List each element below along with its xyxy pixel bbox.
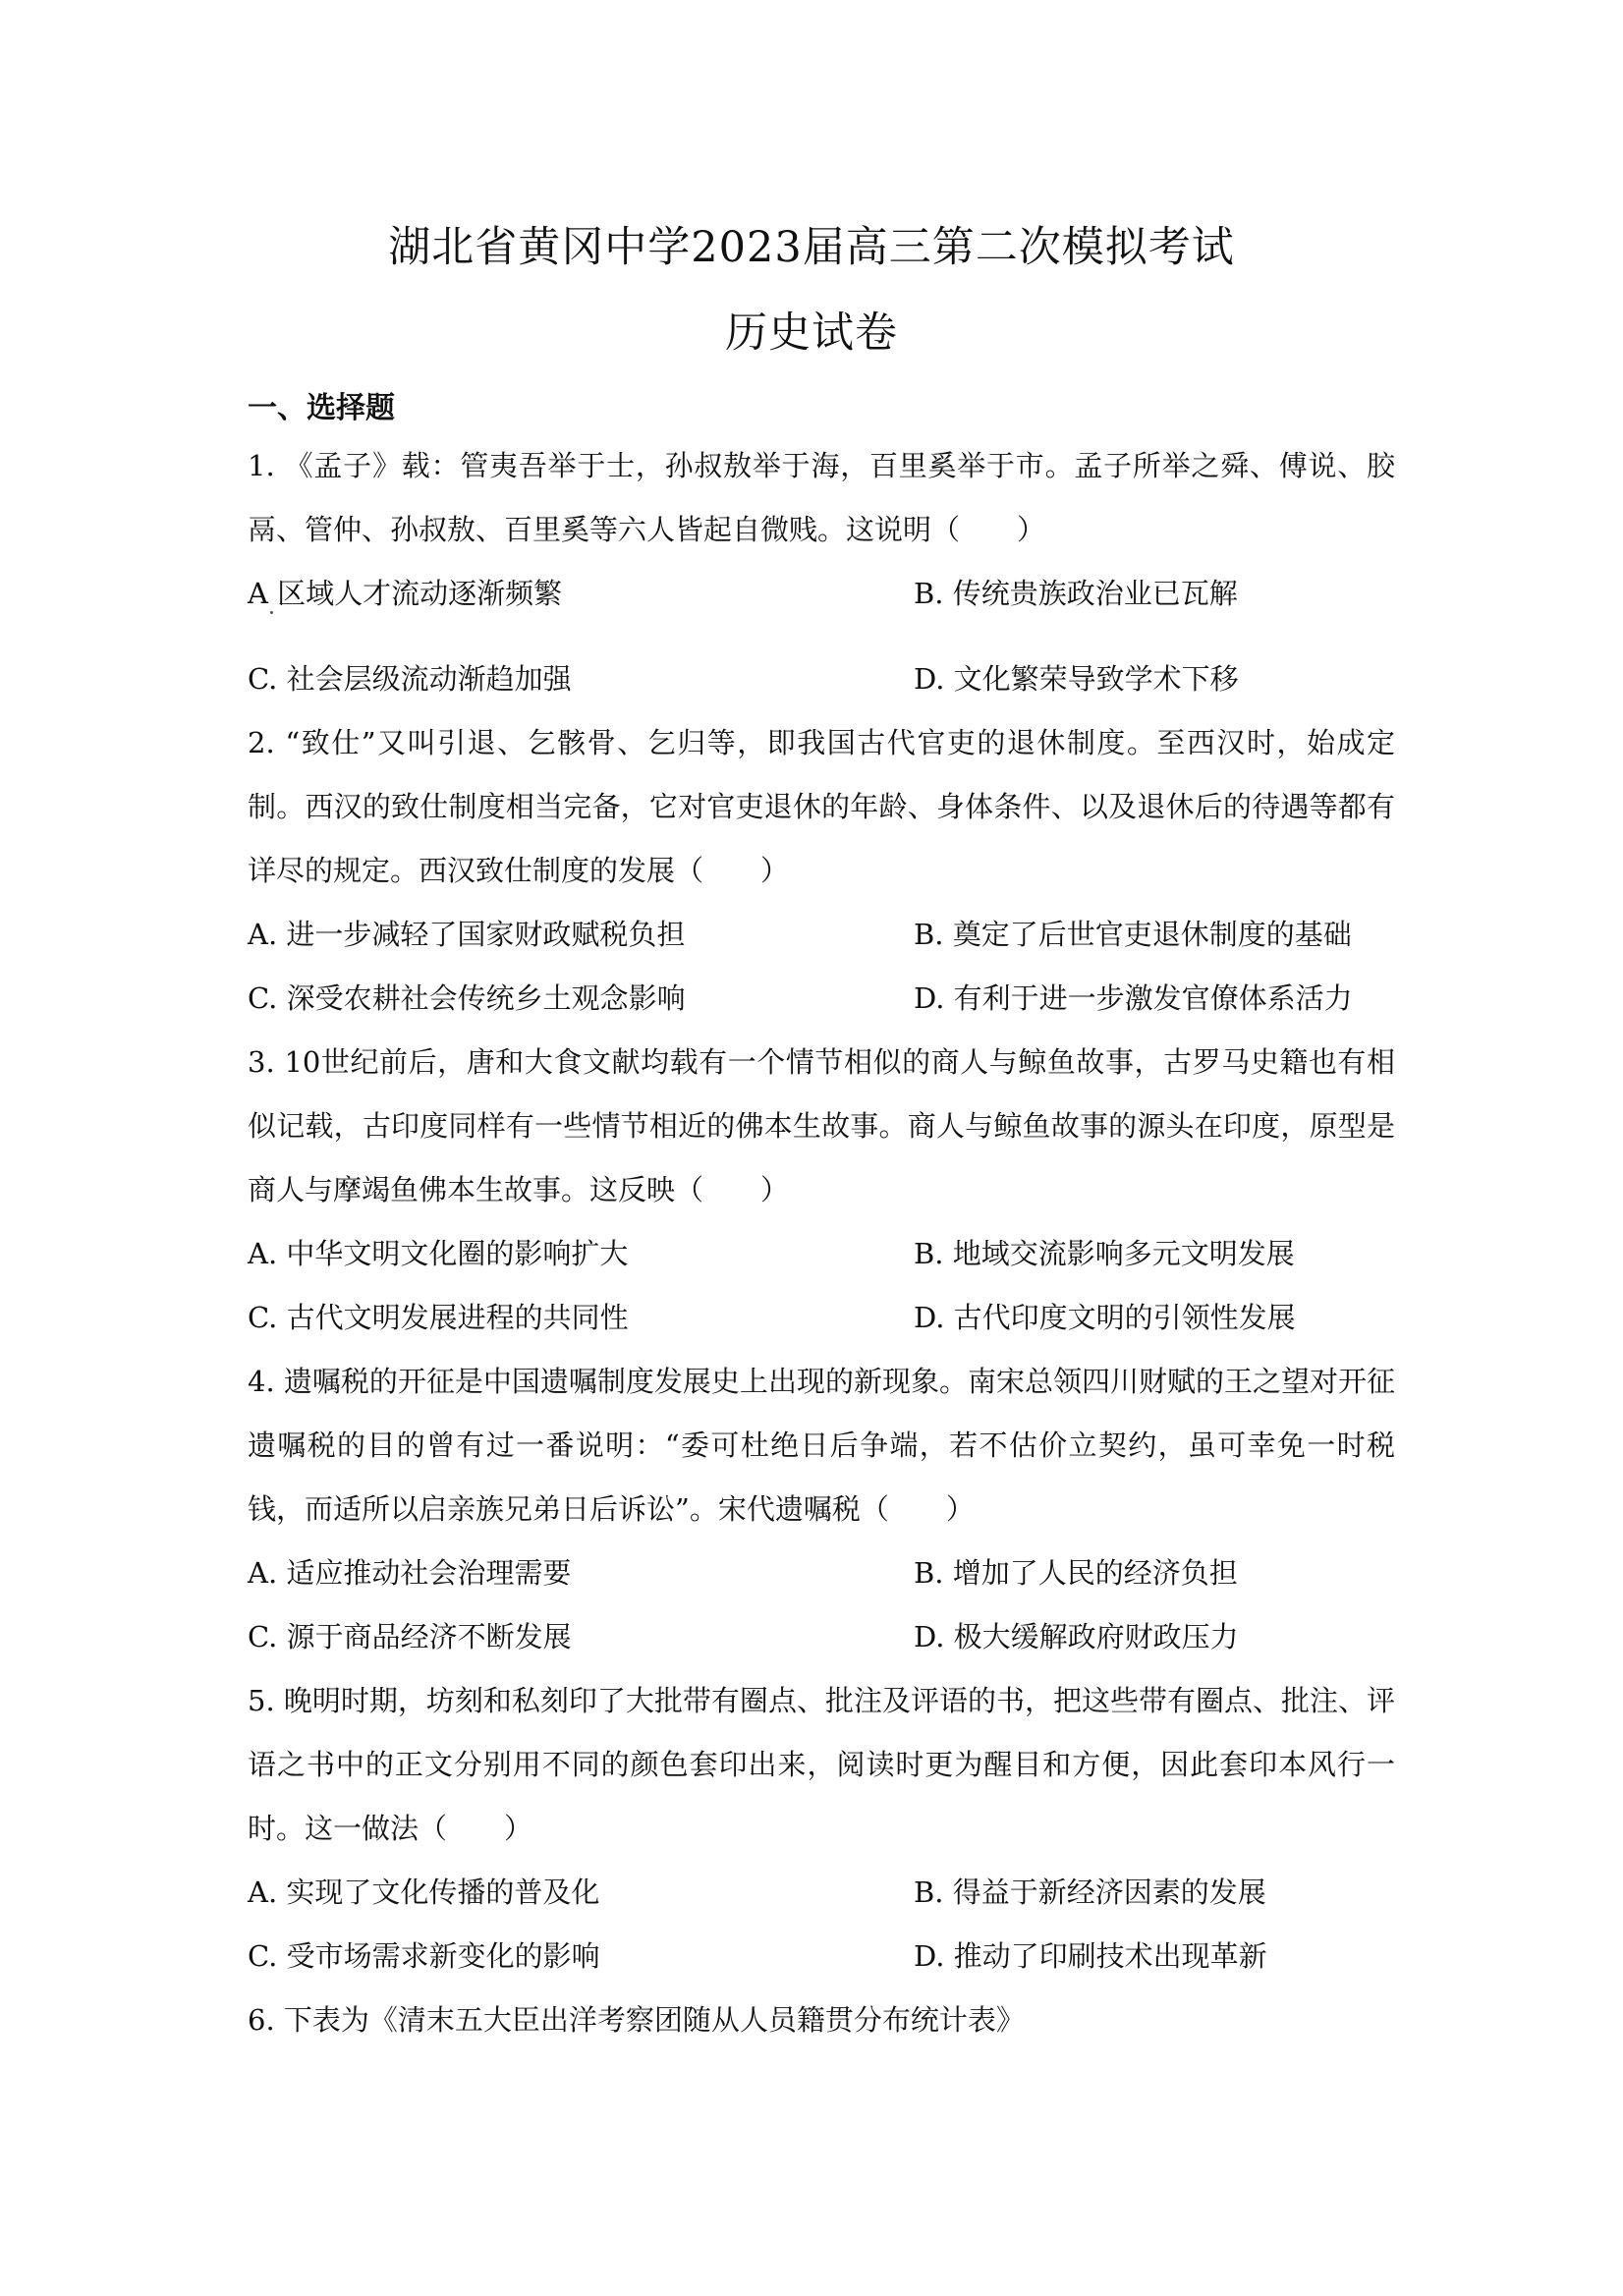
question-1-stem: 1. 《孟子》载：管夷吾举于士，孙叔敖举于海，百里奚举于市。孟子所举之舜、傅说、胶鬲、管仲、孙叔敖、百里奚等六人皆起自微贱。这说明（ ）: [248, 449, 1395, 546]
question-3-stem: 3. 10世纪前后，唐和大食文献均载有一个情节相似的商人与鲸鱼故事，古罗马史籍也有相似记载，古印度同样有一些情节相近的佛本生故事。商人与鲸鱼故事的源头在印度，原型是商人与摩竭鱼佛本生故事。这反映（ ）: [248, 1045, 1395, 1206]
question-3-option-d: D. 古代印度文明的引领性发展: [914, 1301, 1296, 1334]
question-3-options-row-2: [248, 1286, 1395, 1350]
question-5-options-row-2: [248, 1925, 1395, 1988]
question-2-option-c: C. 深受农耕社会传统乡土观念影响: [248, 981, 686, 1015]
stray-dot-mark: [270, 611, 273, 614]
question-5-option-d: D. 推动了印刷技术出现革新: [914, 1939, 1267, 1973]
question-4-option-d: D. 极大缓解政府财政压力: [914, 1620, 1239, 1653]
exam-subtitle: 历史试卷: [725, 308, 898, 358]
question-4-option-b: B. 增加了人民的经济负担: [914, 1556, 1238, 1590]
question-4-options-row-2: [248, 1605, 1395, 1669]
question-3-option-b: B. 地域交流影响多元文明发展: [914, 1237, 1295, 1270]
question-2-stem: 2. “致仕”又叫引退、乞骸骨、乞归等，即我国古代官吏的退休制度。至西汉时，始成定制。西汉的致仕制度相当完备，它对官吏退休的年龄、身体条件、以及退休后的待遇等都有详尽的规定。西汉致仕制度的发展（ ）: [248, 726, 1395, 887]
question-4-options-row-1: [248, 1541, 1395, 1605]
question-3-options-row-1: [248, 1222, 1395, 1286]
question-2-option-b: B. 奠定了后世官吏退休制度的基础: [914, 918, 1352, 951]
question-4-option-c: C. 源于商品经济不断发展: [248, 1620, 572, 1653]
question-2-option-a: A. 进一步减轻了国家财政赋税负担: [248, 918, 686, 951]
question-1-option-a: A 区域人才流动逐渐频繁: [248, 577, 563, 610]
section-heading: 一、选择题: [248, 391, 395, 425]
question-2-options-row-2: [248, 967, 1395, 1031]
question-list: [248, 434, 1395, 2052]
question-1-option-d: D. 文化繁荣导致学术下移: [914, 662, 1239, 696]
exam-title: 湖北省黄冈中学2023届高三第二次模拟考试: [388, 223, 1235, 272]
question-1-option-c: C. 社会层级流动渐趋加强: [248, 662, 572, 696]
question-1-option-b: B. 传统贵族政治业已瓦解: [914, 577, 1238, 610]
question-5-option-a: A. 实现了文化传播的普及化: [248, 1876, 600, 1909]
question-5-stem: 5. 晚明时期，坊刻和私刻印了大批带有圈点、批注及评语的书，把这些带有圈点、批注、评语之书中的正文分别用不同的颜色套印出来，阅读时更为醒目和方便，因此套印本风行一时。这一做法（ ）: [248, 1684, 1395, 1845]
question-5-option-c: C. 受市场需求新变化的影响: [248, 1939, 600, 1973]
question-1-options-row-1: [248, 562, 1395, 626]
question-4-stem: 4. 遗嘱税的开征是中国遗嘱制度发展史上出现的新现象。南宋总领四川财赋的王之望对开征遗嘱税的目的曾有过一番说明：“委可杜绝日后争端，若不估价立契约，虽可幸免一时税钱，而适所以启亲族兄弟日后诉讼”。宋代遗嘱税（ ）: [248, 1365, 1395, 1526]
question-6-stem: 6. 下表为《清末五大臣出洋考察团随从人员籍贯分布统计表》: [248, 2003, 1025, 2037]
question-5-option-b: B. 得益于新经济因素的发展: [914, 1876, 1266, 1909]
question-5-options-row-1: [248, 1861, 1395, 1925]
question-2-option-d: D. 有利于进一步激发官僚体系活力: [914, 981, 1353, 1015]
question-3-option-a: A. 中华文明文化圈的影响扩大: [248, 1237, 629, 1270]
question-4-option-a: A. 适应推动社会治理需要: [248, 1556, 572, 1590]
question-3-option-c: C. 古代文明发展进程的共同性: [248, 1301, 629, 1334]
question-1-options-row-2: [248, 647, 1395, 711]
question-2-options-row-1: [248, 903, 1395, 967]
